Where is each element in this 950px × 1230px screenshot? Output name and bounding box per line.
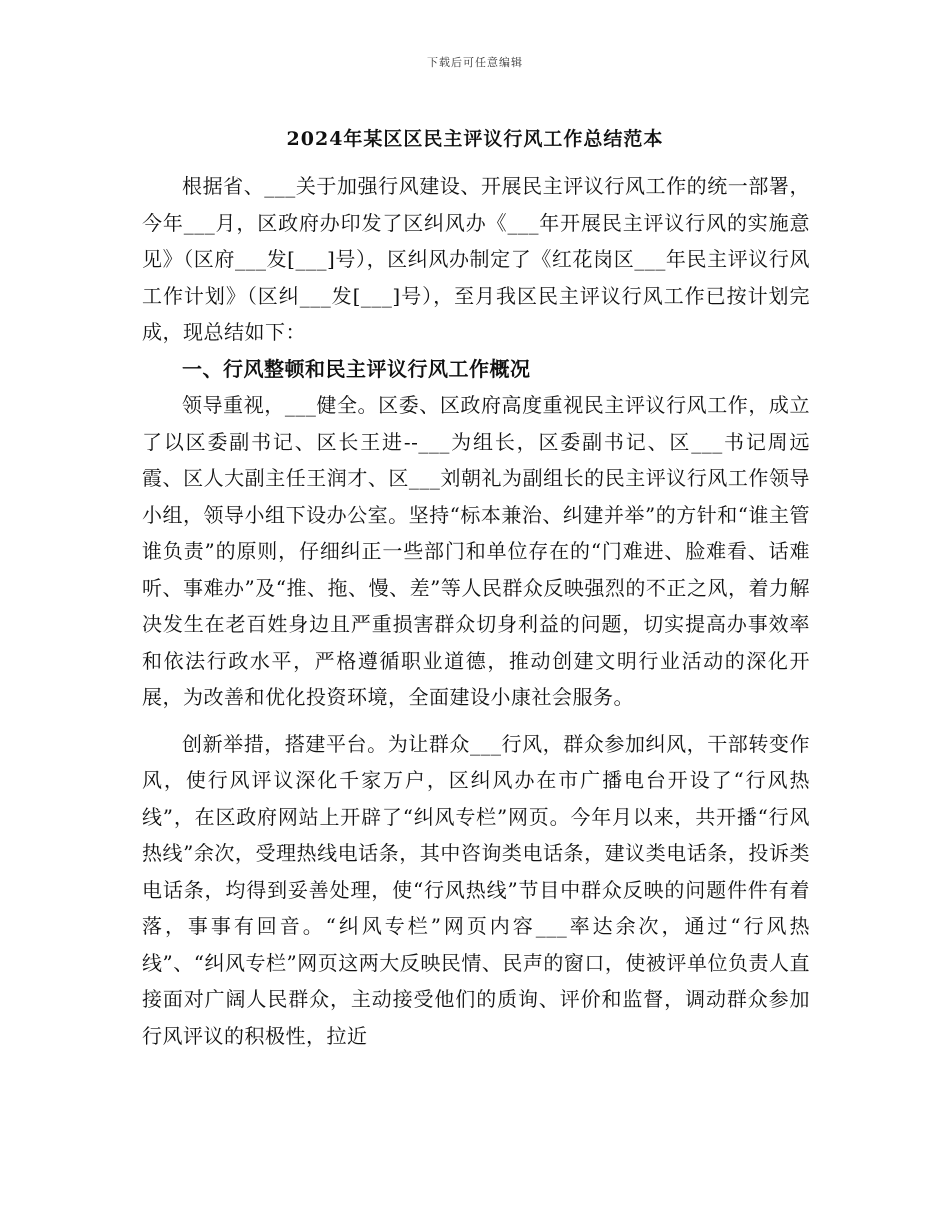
paragraph-innovation: 创新举措，搭建平台。为让群众___行风，群众参加纠风，干部转变作风，使行风评议深化千家万户，区纠风办在市广播电台开设了“行风热线”，在区政府网站上开辟了“纠风专栏”网页。今年月以来，共开播“行风热线”余次，受理热线电话条，其中咨询类电话条，建议类电话条，投诉类电话条，均得到妥善处理，使“行风热线”节目中群众反映的问题件件有着落，事事有回音。“纠风专栏”网页内容___率达余次，通过“行风热线”、“纠风专栏”网页这两大反映民情、民声的窗口，使被评单位负责人直接面对广阔人民群众，主动接受他们的质询、评价和监督，调动群众参加行风评议的积极性，拉近 <box>142 731 810 1048</box>
paragraph-gap <box>142 716 810 726</box>
document-body <box>142 168 810 1054</box>
document-title: 2024年某区区民主评议行风工作总结范本 <box>286 128 664 150</box>
paragraph-leadership: 领导重视，___健全。区委、区政府高度重视民主评议行风工作，成立了以区委副书记、区长王进--___为组长，区委副书记、区___书记周远霞、区人大副主任王润才、区___刘朝礼为副组长的民主评议行风工作领导小组，领导小组下设办公室。坚持“标本兼治、纠建并举”的方针和“谁主管谁负责”的原则，仔细纠正一些部门和单位存在的“门难进、脸难看、话难听、事难办”及“推、拖、慢、差”等人民群众反映强烈的不正之风，着力解决发生在老百姓身边且严重损害群众切身利益的问题，切实提高办事效率和依法行政水平，严格遵循职业道德，推动创建文明行业活动的深化开展，为改善和优化投资环境，全面建设小康社会服务。 <box>142 393 810 709</box>
section-heading-1: 一、行风整顿和民主评议行风工作概况 <box>182 356 531 381</box>
paragraph-intro: 根据省、___关于加强行风建设、开展民主评议行风工作的统一部署，今年___月，区政府办印发了区纠风办《___年开展民主评议行风的实施意见》（区府___发[___]号），区纠风办制定了《红花岗区___年民主评议行风工作计划》（区纠___发[___]号），至月我区民主评议行风工作已按计划完成，现总结如下： <box>142 174 810 344</box>
header-note: 下载后可任意编辑 <box>427 56 523 69</box>
